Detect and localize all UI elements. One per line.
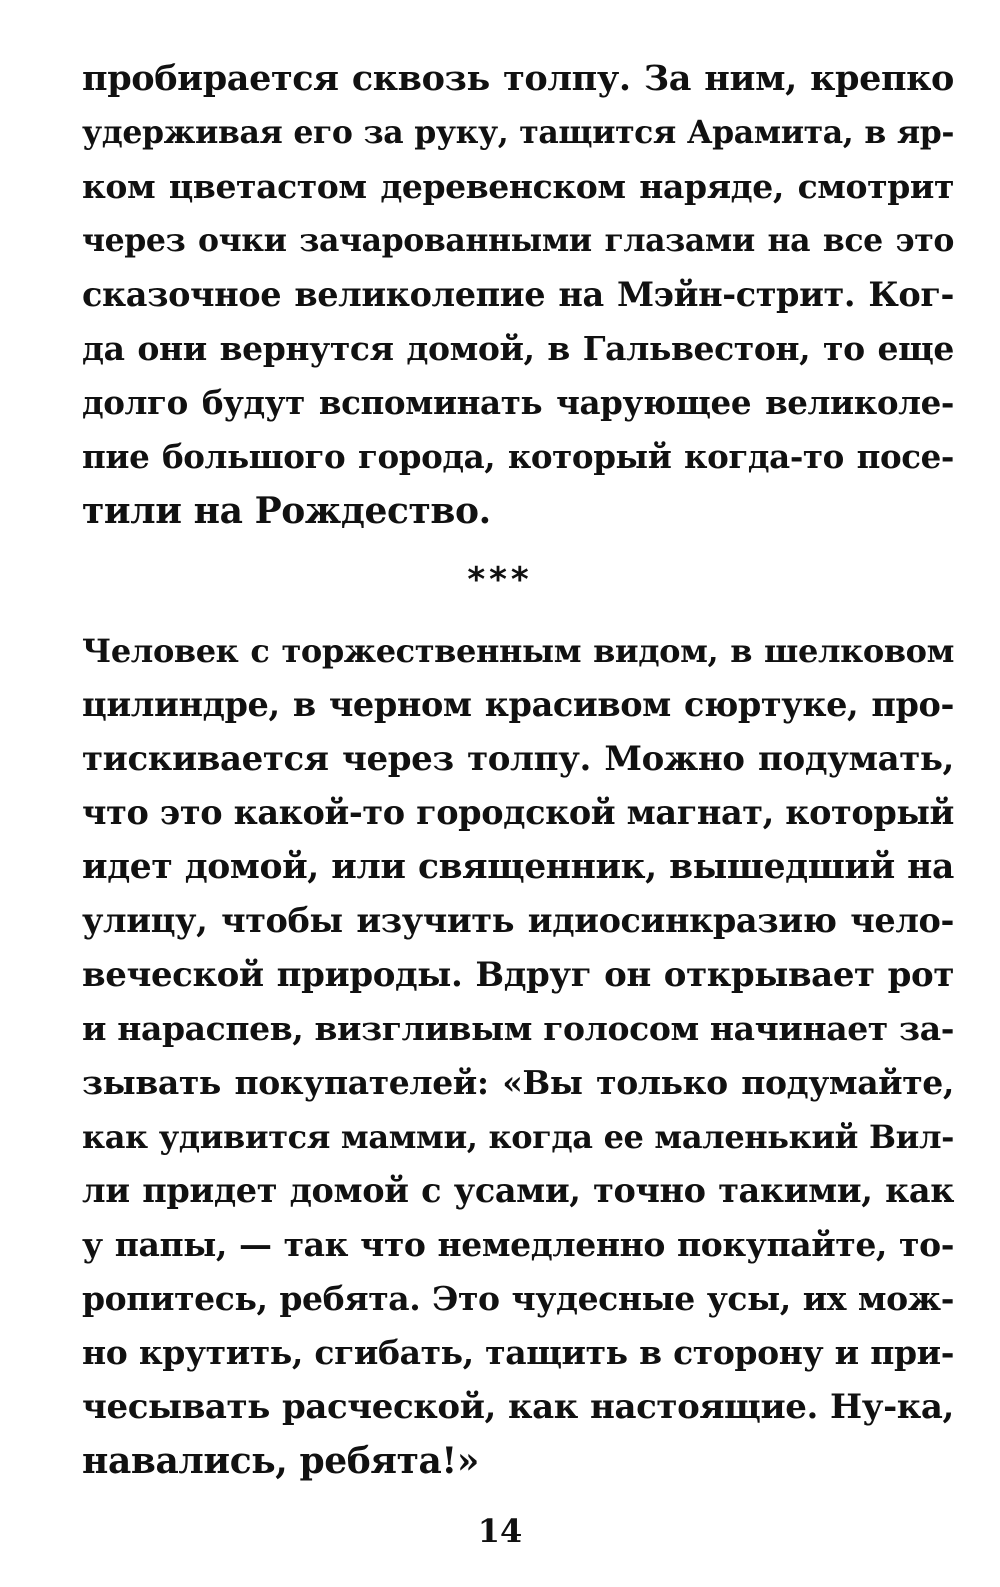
text-line: улицу, чтобы изучить идиосинкразию чело- [82,901,954,940]
text-line: у папы, — так что немедленно покупайте, то- [82,1225,954,1264]
text-line: цилиндре, в черном красивом сюртуке, про- [82,685,954,724]
text-line: но крутить, сгибать, тащить в сторону и при- [82,1333,954,1372]
text-line: как удивится мамми, когда ее маленький Вил- [82,1118,954,1156]
text-line: через очки зачарованными глазами на все это [82,222,954,259]
paragraph-1 [82,52,954,538]
text-line: пробирается сквозь толпу. За ним, крепко [82,58,954,99]
text-line: тили на Рождество. [82,490,491,532]
text-line: да они вернутся домой, в Гальвестон, то еще [82,329,954,368]
text-line: долго будут вспоминать чарующее великоле- [82,383,954,422]
text-line: чесывать расческой, как настоящие. Ну-ка, [82,1387,954,1427]
paragraph-2 [82,624,954,1488]
text-line: ком цветастом деревенском наряде, смотрит [82,167,954,206]
text-line: идет домой, или священник, вышедший на [82,847,954,887]
section-separator: *** [467,560,533,600]
text-line: удерживая его за руку, тащится Арамита, в яр- [82,114,954,151]
text-line: пие большого города, который когда-то посе- [82,437,954,476]
text-line: веческой природы. Вдруг он открывает рот [82,955,954,995]
text-line: что это какой-то городской магнат, который [82,793,954,832]
text-line: зывать покупателей: «Вы только подумайте, [82,1063,954,1102]
text-line: тискивается через толпу. Можно подумать, [82,739,954,779]
text-line: ли придет домой с усами, точно такими, как [82,1171,954,1210]
text-line: ропитесь, ребята. Это чудесные усы, их мож- [82,1279,954,1318]
page-number: 14 [477,1512,523,1550]
text-line: Человек с торжественным видом, в шелковом [82,632,954,670]
text-line: и нараспев, визгливым голосом начинает за- [82,1009,954,1048]
text-line: сказочное великолепие на Мэйн-стрит. Ког- [82,275,954,314]
text-line: навались, ребята!» [82,1440,479,1482]
